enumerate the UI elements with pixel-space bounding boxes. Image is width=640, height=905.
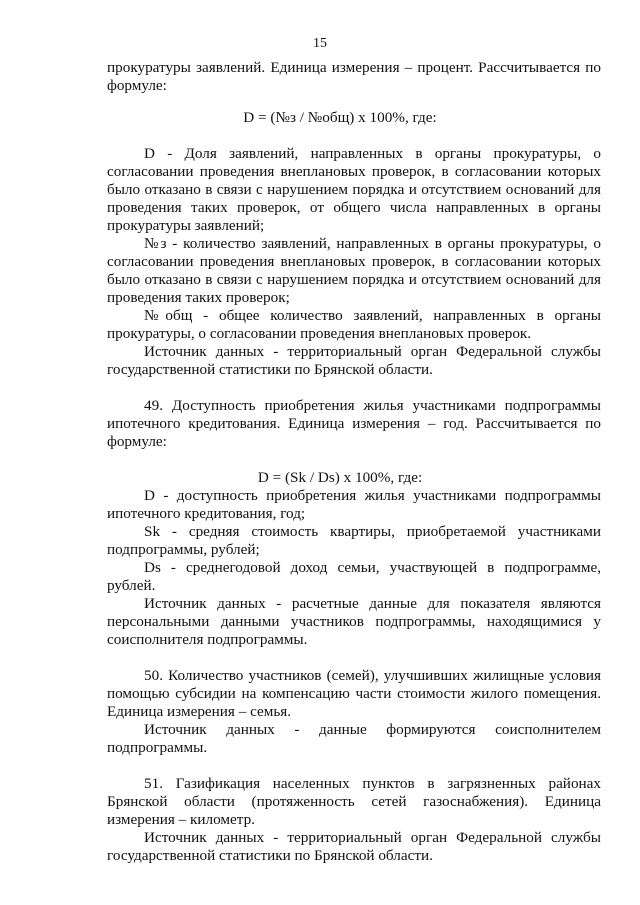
text-line: №общ - общее количество заявлений, направленных в органы (144, 307, 601, 324)
text-line: подпрограммы, рублей; (107, 541, 260, 558)
text-line: 51. Газификация населенных пунктов в загрязненных районах (144, 775, 601, 792)
text-line: формуле: (107, 77, 167, 94)
text-line: ипотечного кредитования, год; (107, 505, 306, 522)
text-line: прокуратуры, о согласовании проведения внеплановых проверок. (107, 325, 532, 342)
text-line: Источник данных - расчетные данные для показателя являются (144, 595, 601, 612)
text-line: Ds - среднегодовой доход семьи, участвующей в подпрограмме, (144, 559, 601, 576)
page-number: 15 (313, 36, 327, 51)
text-line: формуле: (107, 433, 167, 450)
text-line: было отказано в связи с нарушением порядка и отсутствием оснований для (107, 181, 601, 198)
text-line: №з - количество заявлений, направленных в органы прокуратуры, о (144, 235, 601, 252)
formula-line: D = (Sk / Ds) х 100%, где: (257, 469, 423, 486)
text-line: прокуратуры заявлений. Единица измерения – процент. Рассчитывается по (107, 59, 601, 76)
text-line: проведения таких проверок; (107, 289, 290, 306)
text-line: подпрограммы. (107, 739, 208, 756)
text-line: было отказано в связи с нарушением порядка и отсутствием оснований для (107, 271, 601, 288)
text-line: Источник данных - территориальный орган Федеральной службы (144, 829, 601, 846)
text-line: D - доступность приобретения жилья участниками подпрограммы (144, 487, 601, 504)
text-line: Брянской области (протяженность сетей газоснабжения). Единица (107, 793, 601, 810)
text-line: соисполнителя подпрограммы. (107, 631, 308, 648)
text-line: Источник данных - данные формируются соисполнителем (144, 721, 601, 738)
text-line: Источник данных - территориальный орган Федеральной службы (144, 343, 601, 360)
text-line: государственной статистики по Брянской области. (107, 361, 433, 378)
text-line: рублей. (107, 577, 156, 594)
text-line: 50. Количество участников (семей), улучшивших жилищные условия (144, 667, 601, 684)
text-line: государственной статистики по Брянской области. (107, 847, 433, 864)
text-line: ипотечного кредитования. Единица измерения – год. Рассчитывается по (107, 415, 601, 432)
text-line: помощью субсидии на компенсацию части стоимости жилого помещения. (107, 685, 601, 702)
text-line: прокуратуры заявлений; (107, 217, 265, 234)
text-line: Sk - средняя стоимость квартиры, приобретаемой участниками (144, 523, 601, 540)
formula-line: D = (№з / №общ) х 100%, где: (243, 109, 437, 126)
text-line: Единица измерения – семья. (107, 703, 292, 720)
text-line: D - Доля заявлений, направленных в органы прокуратуры, о (144, 145, 601, 162)
text-line: персональными данными участников подпрограммы, находящимися у (107, 613, 601, 630)
text-line: согласовании проведения внеплановых проверок, в согласовании которых (107, 163, 601, 180)
text-line: согласовании проведения внеплановых проверок, в согласовании которых (107, 253, 601, 270)
text-line: 49. Доступность приобретения жилья участниками подпрограммы (144, 397, 601, 414)
text-line: проведения таких проверок, от общего числа направленных в органы (107, 199, 601, 216)
text-line: измерения – километр. (107, 811, 255, 828)
